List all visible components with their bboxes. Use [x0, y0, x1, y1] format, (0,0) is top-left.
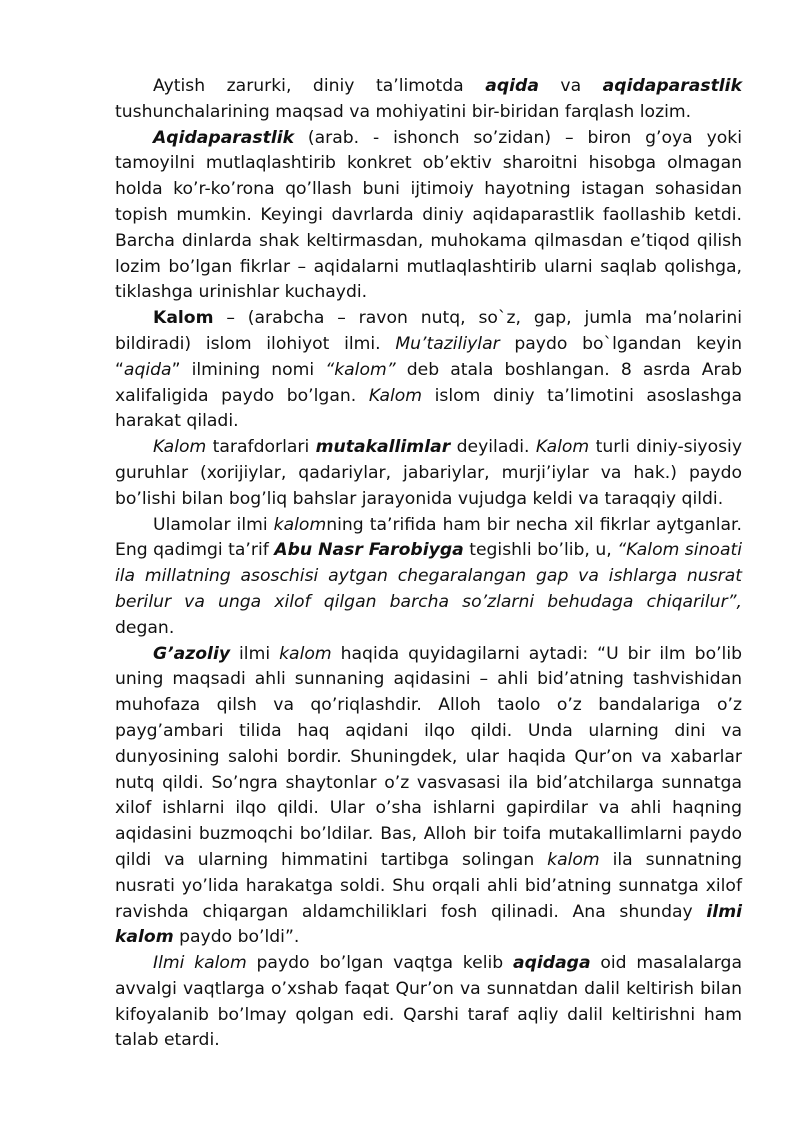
- paragraph-gazoliy-quote: [115, 642, 742, 952]
- paragraph-farobiy-definition: [115, 513, 742, 642]
- text-run: islom diniy ta’limotini asoslashga harakat qiladi.: [115, 385, 742, 432]
- document-page: [115, 74, 742, 1054]
- term-kalom: Kalom: [153, 308, 214, 329]
- term-kalom-quoted: “kalom”: [325, 359, 396, 380]
- text-run: haqida quyidagilarni aytadi: “U bir ilm bo’lib uning maqsadi ahli sunnaning aqidasini – ahli bid’atning tashvishidan muhofaza qilsh va qo’riqlashdir. Alloh taolo o’z bandalariga o’z payg’ambari tilida haq aqidani ilqo qildi. Unda ularning dini va dunyosining salohi bordir. Shuningdek, ular haqida Qur’on va xabarlar nutq qildi. So’ngra shaytonlar o’z vasvasasi ila bid’atchilarga sunnatga xilof ishlarni ilqo qildi. Ular o’sha ishlarni gapirdilar va ahli haqning aqidasini buzmoqchi bo’ldilar. Bas, Alloh bir toifa mutakallimlarni paydo qildi va ularning himmatini tartibga solingan: [115, 643, 743, 870]
- text-run: (arab. - ishonch so’zidan) – biron g’oya yoki tamoyilni mutlaqlashtirib konkret ob’ektiv sharoitni hisobga olmagan holda ko’r-ko’rona qo’llash buni ijtimoiy hayotning istagan sohasidan topish mumkin. Keyingi davrlarda diniy aqidaparastlik faollashib ketdi. Barcha dinlarda shak keltirmasdan, muhokama qilmasdan e’tiqod qilish lozim bo’lgan fikrlar – aqidalarni mutlaqlashtirib ularni saqlab qolishga, tiklashga urinishlar kuchaydi.: [115, 127, 742, 303]
- term-kalom: Kalom: [368, 385, 423, 406]
- text-run: paydo bo’lgan vaqtga kelib: [246, 953, 513, 974]
- term-mutakallimlar: mutakallimlar: [315, 437, 451, 458]
- term-aqidaparastlik: aqidaparastlik: [602, 76, 743, 96]
- text-run: paydo bo’ldi”.: [173, 927, 300, 948]
- paragraph-aqida-intro: [115, 74, 742, 126]
- text-run: ” ilmining nomi: [171, 359, 326, 380]
- text-run: va: [538, 76, 603, 96]
- text-run: tegishli bo’lib, u,: [463, 540, 618, 561]
- term-aqidaparastlik: Aqidaparastlik: [153, 127, 295, 148]
- term-mutaziliylar: Mu’taziliylar: [395, 333, 500, 354]
- text-run: Ulamolar ilmi: [153, 514, 274, 535]
- term-kalom: kalom: [547, 849, 600, 870]
- term-aqidaga: aqidaga: [512, 953, 591, 974]
- term-ilmi-kalom: Ilmi kalom: [153, 953, 247, 974]
- term-ilmi-kalom: ilmi kalom: [115, 901, 742, 948]
- term-kalom: Kalom: [535, 437, 590, 458]
- text-run: – (arabcha – ravon nutq, so`z, gap, jumla ma’nolarini bildiradi) islom ilohiyot ilmi.: [115, 308, 742, 354]
- paragraph-mutakallimlar: [115, 435, 742, 512]
- term-aqida: aqida: [485, 76, 539, 96]
- text-run: turli diniy-siyosiy guruhlar (xorijiylar, qadariylar, jabariylar, murji’iylar va hak.) paydo bo’lishi bilan bog’liq bahslar jarayonida vujudga keldi va taraqqiy qildi.: [115, 437, 742, 509]
- text-run: tarafdorlari: [206, 437, 316, 458]
- paragraph-ilmi-kalom-emergence: [115, 951, 742, 1054]
- quote-farobiy: “Kalom sinoati ila millatning asoschisi aytgan chegaralangan gap va ishlarga nusrat berilur va unga xilof qilgan barcha so’zlarni behudaga chiqarilur”,: [115, 540, 742, 612]
- paragraph-aqidaparastlik-definition: [115, 126, 742, 307]
- text-run: Aytish zarurki, diniy ta’limotda: [153, 76, 486, 96]
- text-run: degan.: [115, 617, 175, 638]
- text-run: deb atala boshlangan. 8 asrda Arab xalifaligida paydo bo’lgan.: [115, 359, 742, 406]
- term-kalom: Kalom: [153, 437, 207, 458]
- text-run: oid masalalarga avvalgi vaqtlarga o’xshab faqat Qur’on va sunnatdan dalil keltirish bilan kifoyalanib bo’lmay qolgan edi. Qarshi taraf aqliy dalil keltirishni ham talab etardi.: [115, 953, 742, 1051]
- term-kalom: kalom: [273, 514, 327, 535]
- term-kalom: kalom: [279, 643, 332, 664]
- text-run: paydo bo`lgandan keyin “: [115, 333, 742, 380]
- name-gazoliy: G’azoliy: [153, 643, 231, 664]
- text-run: tushunchalarining maqsad va mohiyatini bir-biridan farqlash lozim.: [115, 101, 692, 122]
- text-run: deyiladi.: [450, 437, 536, 458]
- text-run: ilmi: [230, 643, 280, 664]
- text-run: ning ta’rifida ham bir necha xil fikrlar aytganlar. Eng qadimgi ta’rif: [115, 514, 743, 561]
- name-abu-nasr-farobiy: Abu Nasr Farobiyga: [274, 540, 464, 561]
- term-aqida: aqida: [123, 359, 172, 380]
- text-run: ila sunnatning nusrati yo’lida harakatga soldi. Shu orqali ahli bid’atning sunnatga xilof ravishda chiqargan aldamchiliklari fosh qilinadi. Ana shunday: [115, 849, 742, 922]
- paragraph-kalom-definition: [115, 306, 742, 435]
